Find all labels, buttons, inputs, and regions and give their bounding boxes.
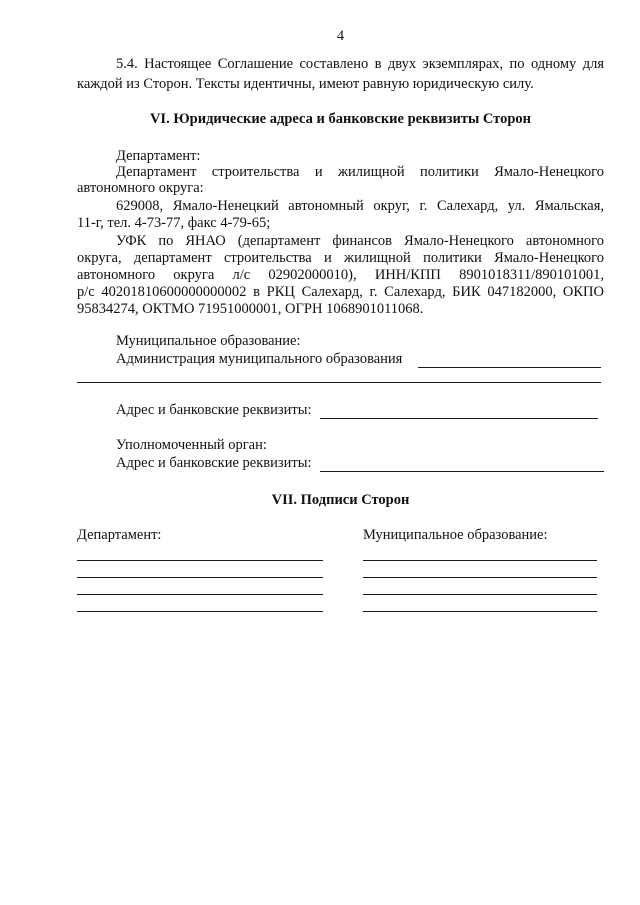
municipality-admin-blank-line [418,367,601,368]
signature-line [363,577,597,578]
page-number: 4 [336,28,345,44]
department-name-line: Департамент строительства и жилищной политики Ямало-Ненецкого [116,164,604,180]
municipality-admin-label: Администрация муниципального образования [116,351,403,367]
signature-line [77,594,323,595]
signature-department-label: Департамент: [77,527,162,543]
municipality-admin-blank-line-full [77,382,601,383]
department-bank-line: округа, департамент строительства и жилищной политики Ямало-Ненецкого [77,250,604,266]
signature-municipality-label: Муниципальное образование: [363,527,548,543]
signature-line [77,577,323,578]
authorized-body-address-label: Адрес и банковские реквизиты: [116,455,312,471]
department-name-line: автономного округа: [77,180,204,196]
department-address-line: 629008, Ямало-Ненецкий автономный округ, г. Салехард, ул. Ямальская, [116,198,604,214]
authorized-body-label: Уполномоченный орган: [116,437,267,453]
department-bank-line: УФК по ЯНАО (департамент финансов Ямало-Ненецкого автономного [116,233,604,249]
section-vi-heading: VI. Юридические адреса и банковские реквизиты Сторон [149,111,532,127]
municipality-address-blank-line [320,418,598,419]
signature-line [363,611,597,612]
department-bank-line: автономного округа л/с 02902000010), ИНН/КПП 8901018311/890101001, [77,267,604,283]
department-label: Департамент: [116,148,201,164]
authorized-body-address-blank-line [320,471,604,472]
municipality-address-label: Адрес и банковские реквизиты: [116,402,312,418]
clause-5-4-line: каждой из Сторон. Тексты идентичны, имеют равную юридическую силу. [77,76,534,92]
signature-line [77,560,323,561]
municipality-label: Муниципальное образование: [116,333,301,349]
clause-5-4-line: 5.4. Настоящее Соглашение составлено в двух экземплярах, по одному для [116,56,604,72]
signature-line [363,594,597,595]
signature-line [363,560,597,561]
department-address-line: 11-г, тел. 4-73-77, факс 4-79-65; [77,215,271,231]
signature-line [77,611,323,612]
department-bank-line: 95834274, ОКТМО 71951000001, ОГРН 1068901011068. [77,301,424,317]
section-vii-heading: VII. Подписи Сторон [271,492,410,508]
department-bank-line: р/с 40201810600000000002 в РКЦ Салехард, г. Салехард, БИК 047182000, ОКПО [77,284,604,300]
